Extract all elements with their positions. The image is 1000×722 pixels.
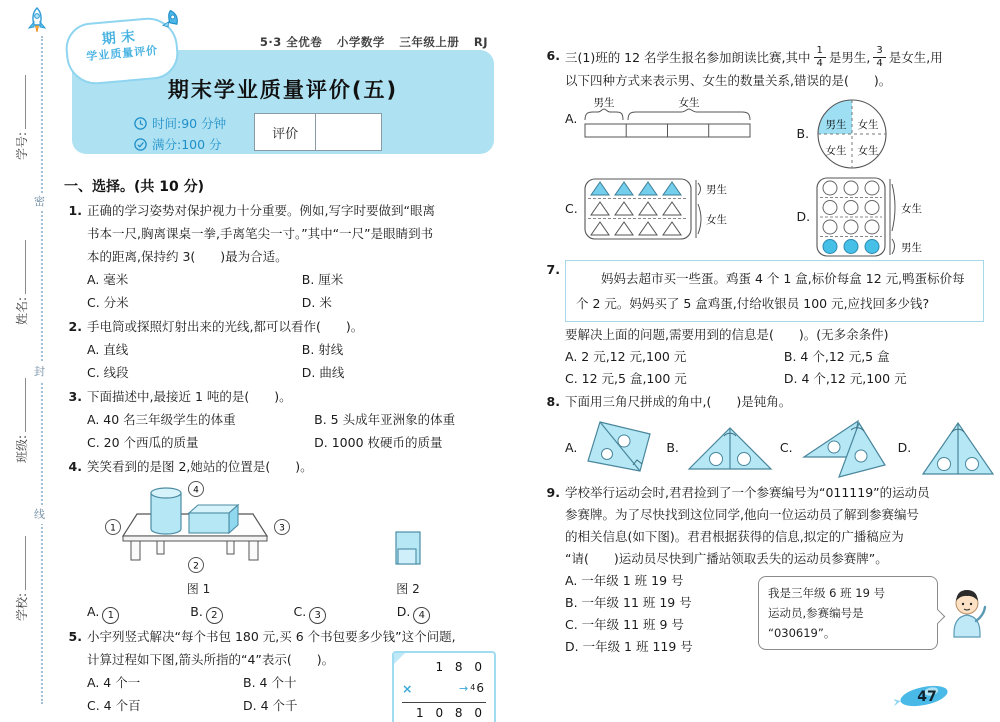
question-number: 7.	[546, 262, 560, 277]
q6-option-b: B. 男生 女生 女生 女生	[797, 96, 891, 172]
circled-digit: 1	[102, 607, 119, 624]
figure-1-caption: 图 1	[186, 582, 211, 596]
question-number: 6.	[546, 48, 560, 63]
front-view-figure	[388, 530, 428, 574]
fraction-three-fourths: $\frac{3}{4}$	[873, 45, 885, 70]
pie-model-diagram	[814, 96, 890, 172]
q2-option-b: B. 射线	[301, 342, 344, 357]
position-marker-right	[275, 520, 290, 535]
q8-option-c: C.	[780, 415, 892, 481]
badge-line2: 学业质量评价	[85, 43, 159, 64]
q1-line2: 书本一尺,胸离课桌一拳,手离笔尖一寸。”其中“一尺”是眼睛到书	[87, 226, 434, 241]
q1-option-d: D. 米	[301, 295, 332, 310]
boy-illustration	[946, 587, 988, 639]
fraction-one-fourth: $\frac{1}{4}$	[814, 45, 826, 70]
svg-text:女生: 女生	[705, 214, 727, 226]
times-sign: ×	[402, 681, 413, 696]
badge-rocket-icon	[154, 7, 184, 37]
q4-option-a: A. 1	[87, 600, 190, 624]
q1-option-b: B. 厘米	[301, 272, 344, 287]
paper-info-row	[72, 113, 494, 155]
q6-line1: 三(1)班的 12 名学生报名参加朗读比赛,其中 $\frac{1}{4}$ 是男生, $\frac{3}{4}$ 是女生,用	[565, 45, 943, 69]
question-6	[540, 45, 986, 258]
left-page	[62, 0, 500, 720]
position-marker-left	[106, 520, 121, 535]
q1-option-c: C. 分米	[87, 295, 129, 310]
q9-option-b: B. 一年级 11 班 19 号	[565, 595, 692, 610]
q5-line1: 小宇列竖式解决“每个书包 180 元,买 6 个书包要多少钱”这个问题,	[87, 629, 456, 644]
q2-text: 手电筒或探照灯射出来的光线,都可以看作( )。	[87, 319, 364, 334]
student-id-field: 学号:	[12, 64, 30, 160]
seal-char-2: 封	[33, 363, 46, 381]
q7-option-b: B. 4 个,12 元,5 盒	[783, 349, 890, 364]
svg-text:3: 3	[279, 523, 285, 534]
q6-diagram-row1	[565, 96, 986, 172]
q6-line2: 以下四种方式来表示男、女生的数量关系,错误的是( )。	[565, 73, 892, 88]
svg-text:女生: 女生	[857, 145, 879, 157]
q6-option-a: A. 男生 女生	[565, 96, 797, 142]
question-number: 1.	[68, 203, 82, 218]
angle-figure-a	[582, 419, 660, 477]
svg-text:女生: 女生	[901, 203, 923, 215]
svg-text:4: 4	[193, 485, 199, 496]
angle-figure-d	[916, 418, 1000, 478]
blank-line	[12, 378, 26, 432]
multiplier: 6	[476, 681, 484, 695]
q7-word-problem-box: 妈妈去超市买一些蛋。鸡蛋 4 个 1 盒,标价每盒 12 元,鸭蛋标价每个 2 元。妈妈买了 5 盒鸡蛋,付给收银员 100 元,应找回多少钱?	[565, 260, 984, 322]
carry-digit: 4	[470, 683, 476, 692]
q8-figures	[565, 415, 1000, 481]
q4-option-b: B. 2	[190, 600, 293, 624]
question-3	[62, 385, 500, 454]
question-1	[62, 199, 500, 314]
page-rocket-icon	[894, 680, 954, 710]
blank-line	[12, 75, 26, 129]
evaluation-label: 评价	[255, 114, 316, 150]
question-9	[540, 482, 986, 658]
circled-digit: 3	[309, 607, 326, 624]
question-5	[62, 625, 500, 720]
clock-icon	[134, 117, 147, 130]
q2-option-c: C. 线段	[87, 365, 129, 380]
svg-text:女生: 女生	[678, 97, 700, 109]
bubble-line3: “030619”。	[768, 626, 836, 640]
school-field: 学校:	[12, 525, 30, 621]
question-number: 2.	[68, 319, 82, 334]
bubble-line1: 我是三年级 6 班 19 号	[768, 586, 886, 600]
position-marker-top	[189, 482, 204, 497]
right-page	[540, 0, 986, 658]
question-8	[540, 391, 986, 481]
q9-option-c: C. 一年级 11 班 9 号	[565, 617, 684, 632]
svg-text:男生: 男生	[705, 184, 727, 196]
q5-option-a: A. 4 个一	[87, 675, 141, 690]
q3-option-b: B. 5 头成年亚洲象的体重	[314, 412, 456, 427]
question-2	[62, 315, 500, 384]
blank-line	[12, 240, 26, 294]
header-banner	[72, 28, 494, 154]
q3-option-d: D. 1000 枚硬币的质量	[314, 435, 443, 450]
evaluation-box	[254, 113, 382, 151]
svg-text:男生: 男生	[825, 119, 847, 131]
product: 1 0 8 0	[416, 706, 486, 720]
q7-option-c: C. 12 元,5 盒,100 元	[565, 371, 687, 386]
grade-label: 三年级上册	[399, 35, 460, 49]
rocket-icon	[24, 6, 50, 36]
time-score-block	[134, 113, 226, 155]
q4-text: 笑笑看到的是图 2,她站的位置是( )。	[87, 459, 313, 474]
q2-option-d: D. 曲线	[301, 365, 345, 380]
circle-grid-diagram	[815, 176, 963, 258]
arrow-icon: →	[459, 682, 469, 695]
q7-question: 要解决上面的问题,需要用到的信息是( )。(无多余条件)	[565, 327, 889, 342]
blank-line	[12, 536, 26, 590]
q1-option-a: A. 毫米	[87, 272, 129, 287]
seal-char-1: 密	[33, 193, 46, 211]
q2-option-a: A. 直线	[87, 342, 129, 357]
svg-text:1: 1	[110, 523, 116, 534]
svg-text:女生: 女生	[825, 145, 847, 157]
bar-model-diagram	[582, 96, 760, 142]
q6-diagram-row2	[565, 176, 986, 258]
q8-option-b: B.	[666, 419, 774, 477]
name-field: 姓名:	[12, 229, 30, 325]
q5-option-c: C. 4 个百	[87, 698, 141, 713]
svg-text:47: 47	[917, 689, 937, 705]
circled-digit: 2	[206, 607, 223, 624]
svg-text:男生: 男生	[901, 242, 923, 254]
q4-option-c: C. 3	[294, 600, 397, 624]
position-marker-bottom	[189, 558, 204, 573]
q4-option-d: D. 4	[397, 600, 500, 624]
folded-corner	[394, 653, 405, 664]
q5-option-d: D. 4 个千	[243, 698, 298, 713]
question-number: 8.	[546, 394, 560, 409]
q3-text: 下面描述中,最接近 1 吨的是( )。	[87, 389, 292, 404]
q8-text: 下面用三角尺拼成的角中,( )是钝角。	[565, 394, 792, 409]
q9-line2: 参赛牌。为了尽快找到这位同学,他向一位运动员了解到参赛编号	[565, 507, 919, 522]
q5-option-b: B. 4 个十	[243, 675, 297, 690]
check-circle-icon	[134, 138, 147, 151]
q1-line3: 本的距离,保持约 3( )最为合适。	[87, 249, 288, 264]
subject-label: 小学数学	[336, 35, 385, 49]
series-label: 5·3 全优卷	[259, 35, 323, 49]
question-number: 5.	[68, 629, 82, 644]
triangle-grid-diagram	[583, 176, 743, 242]
speech-bubble	[758, 576, 938, 650]
question-number: 3.	[68, 389, 82, 404]
vertical-multiplication-card	[392, 651, 496, 722]
svg-text:2: 2	[193, 561, 199, 572]
svg-text:女生: 女生	[857, 119, 879, 131]
bubble-line2: 运动员,参赛编号是	[768, 606, 864, 620]
angle-figure-c	[798, 415, 892, 481]
question-number: 4.	[68, 459, 82, 474]
figure-2-caption: 图 2	[396, 582, 420, 596]
q9-line4: “请( )运动员尽快到广播站领取丢失的运动员参赛牌”。	[565, 551, 888, 566]
multiplicand: 1 8 0	[435, 660, 486, 674]
q4-figure-1	[101, 480, 296, 597]
badge-line1: 期末	[101, 28, 141, 48]
hint-bubble-group	[758, 576, 988, 650]
term-badge	[64, 15, 181, 87]
angle-figure-b	[684, 419, 774, 477]
q4-figure-2	[388, 530, 428, 597]
class-field: 班级:	[12, 367, 30, 463]
q8-option-d: D.	[898, 418, 1000, 478]
q9-line1: 学校举行运动会时,君君捡到了一个参赛编号为“011119”的运动员	[565, 485, 930, 500]
multiplier-row	[402, 676, 486, 703]
section-title: 一、选择。(共 10 分)	[64, 179, 205, 195]
q4-figures	[101, 480, 500, 597]
q9-option-d: D. 一年级 1 班 119 号	[565, 639, 693, 654]
question-4	[62, 455, 500, 624]
question-number: 9.	[546, 485, 560, 500]
book-meta	[250, 34, 488, 50]
question-7	[540, 259, 986, 390]
q5-line2: 计算过程如下图,箭头所指的“4”表示( )。	[87, 652, 335, 667]
q6-option-c: C. 男生 女生	[565, 176, 797, 242]
seal-char-3: 线	[33, 506, 46, 524]
time-label: 时间:90 分钟	[152, 116, 227, 131]
q6-option-d: D. 女生 男生	[797, 176, 964, 258]
q7-option-a: A. 2 元,12 元,100 元	[565, 349, 687, 364]
page-number-badge	[894, 680, 954, 714]
q7-option-d: D. 4 个,12 元,100 元	[783, 371, 907, 386]
q8-option-a: A.	[565, 419, 660, 477]
q3-option-a: A. 40 名三年级学生的体重	[87, 412, 236, 427]
score-label: 满分:100 分	[152, 137, 222, 152]
q3-option-c: C. 20 个西瓜的质量	[87, 435, 199, 450]
evaluation-blank-cell	[316, 114, 381, 150]
q9-option-a: A. 一年级 1 班 19 号	[565, 573, 684, 588]
svg-text:男生: 男生	[593, 97, 615, 109]
edition-label: RJ	[473, 35, 488, 49]
q9-line3: 的相关信息(如下图)。君君根据获得的信息,拟定的广播稿应为	[565, 529, 904, 544]
paper-title: 期末学业质量评价(五)	[167, 78, 399, 102]
q1-line1: 正确的学习姿势对保护视力十分重要。例如,写字时要做到“眼离	[87, 203, 435, 218]
circled-digit: 4	[413, 607, 430, 624]
table-scene-figure	[101, 480, 296, 574]
